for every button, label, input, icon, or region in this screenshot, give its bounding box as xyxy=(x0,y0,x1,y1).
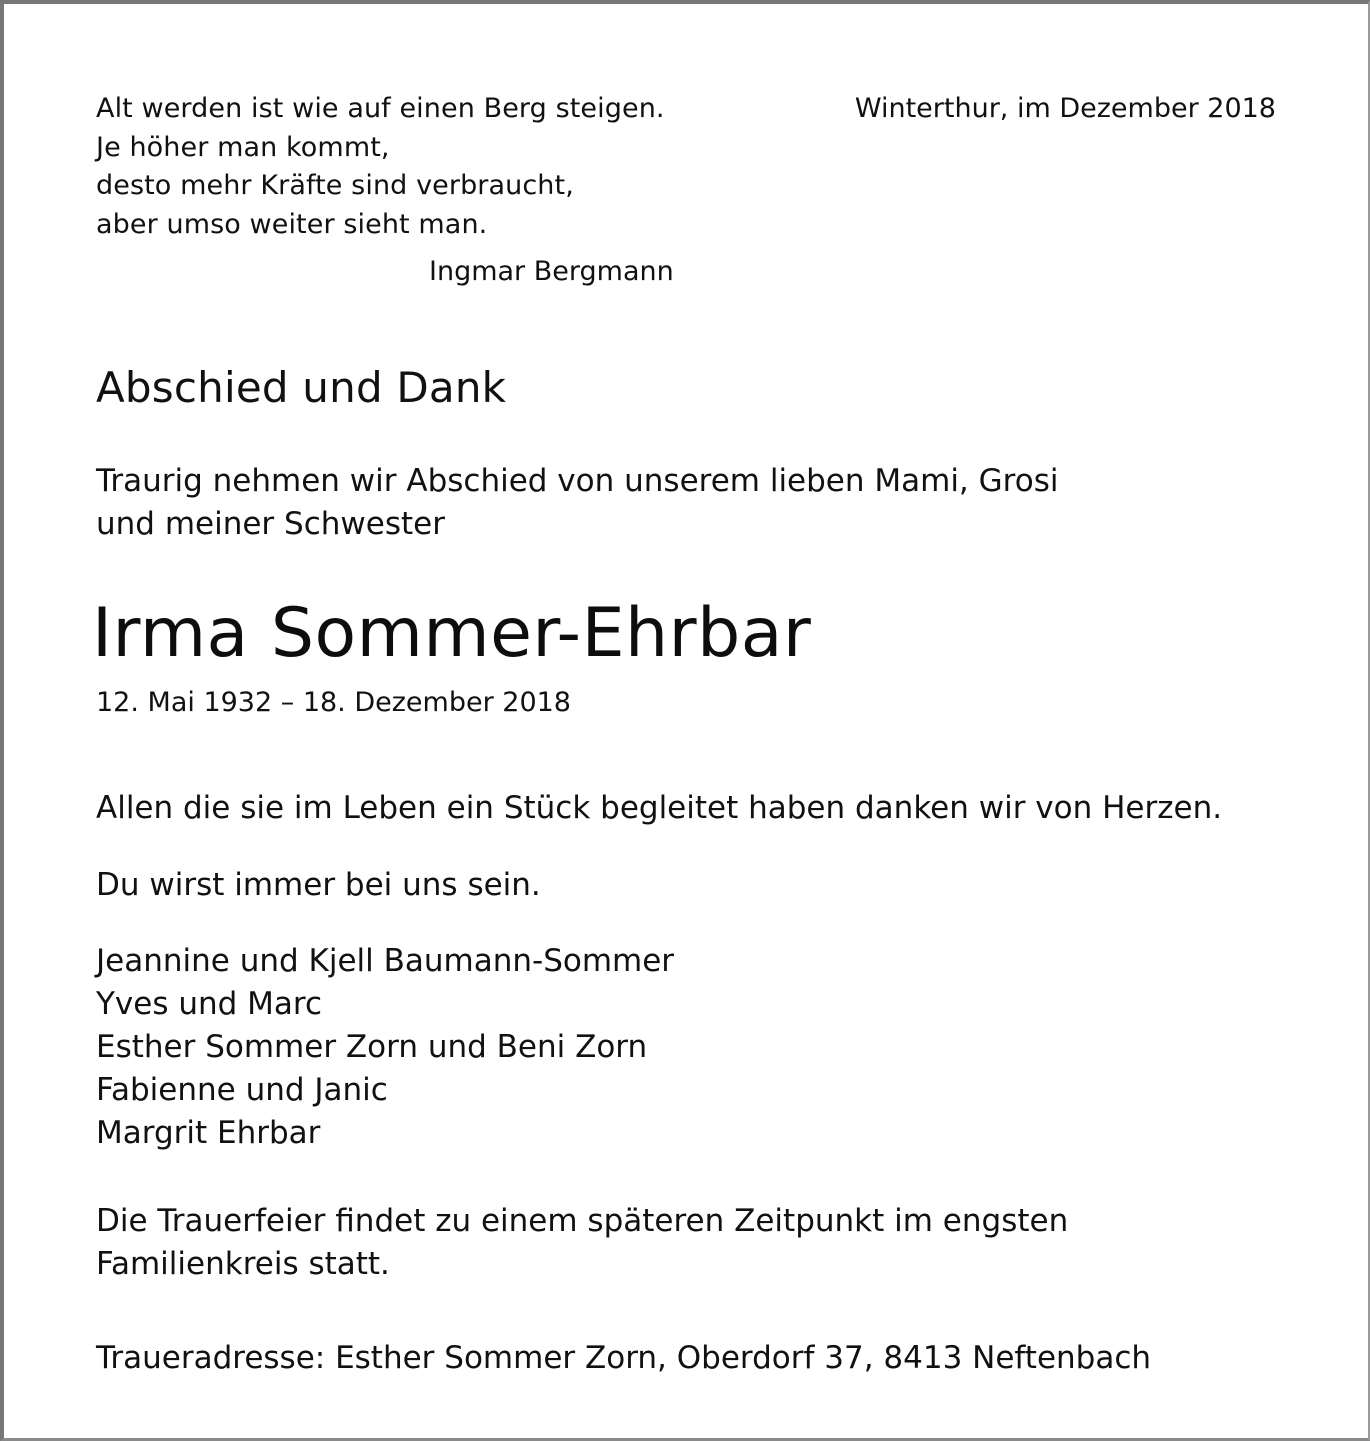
intro-line: Traurig nehmen wir Abschied von unserem lieben Mami, Grosi xyxy=(96,463,1059,499)
deceased-name: Irma Sommer-Ehrbar xyxy=(92,594,812,673)
ceremony-info xyxy=(96,1200,1068,1286)
place-date: Winterthur, im Dezember 2018 xyxy=(854,93,1276,124)
mourner-item: Fabienne und Janic xyxy=(96,1072,388,1108)
life-dates: 12. Mai 1932 – 18. Dezember 2018 xyxy=(96,687,571,718)
notice-heading: Abschied und Dank xyxy=(96,363,507,412)
poem-quote xyxy=(96,90,665,245)
thanks-text: Allen die sie im Leben ein Stück begleitet haben danken wir von Herzen. xyxy=(96,790,1223,826)
mourner-item: Yves und Marc xyxy=(96,986,323,1022)
mourner-item: Jeannine und Kjell Baumann-Sommer xyxy=(96,943,675,979)
mourners-list xyxy=(96,940,674,1155)
intro-text xyxy=(96,460,1058,546)
poem-line: aber umso weiter sieht man. xyxy=(96,209,488,241)
mourner-item: Esther Sommer Zorn und Beni Zorn xyxy=(96,1029,648,1065)
poem-line: Je höher man kommt, xyxy=(96,131,390,163)
mourner-item: Margrit Ehrbar xyxy=(96,1115,321,1151)
ceremony-line: Die Trauerfeier findet zu einem späteren Zeitpunkt im engsten xyxy=(96,1203,1069,1239)
poem-line: desto mehr Kräfte sind verbraucht, xyxy=(96,170,574,202)
farewell-text: Du wirst immer bei uns sein. xyxy=(96,867,541,903)
poem-author: Ingmar Bergmann xyxy=(429,256,674,287)
ceremony-line: Familienkreis statt. xyxy=(96,1246,390,1282)
poem-line: Alt werden ist wie auf einen Berg steigen. xyxy=(96,93,665,124)
mourning-address: Traueradresse: Esther Sommer Zorn, Oberdorf 37, 8413 Neftenbach xyxy=(96,1340,1152,1376)
intro-line: und meiner Schwester xyxy=(96,506,445,542)
